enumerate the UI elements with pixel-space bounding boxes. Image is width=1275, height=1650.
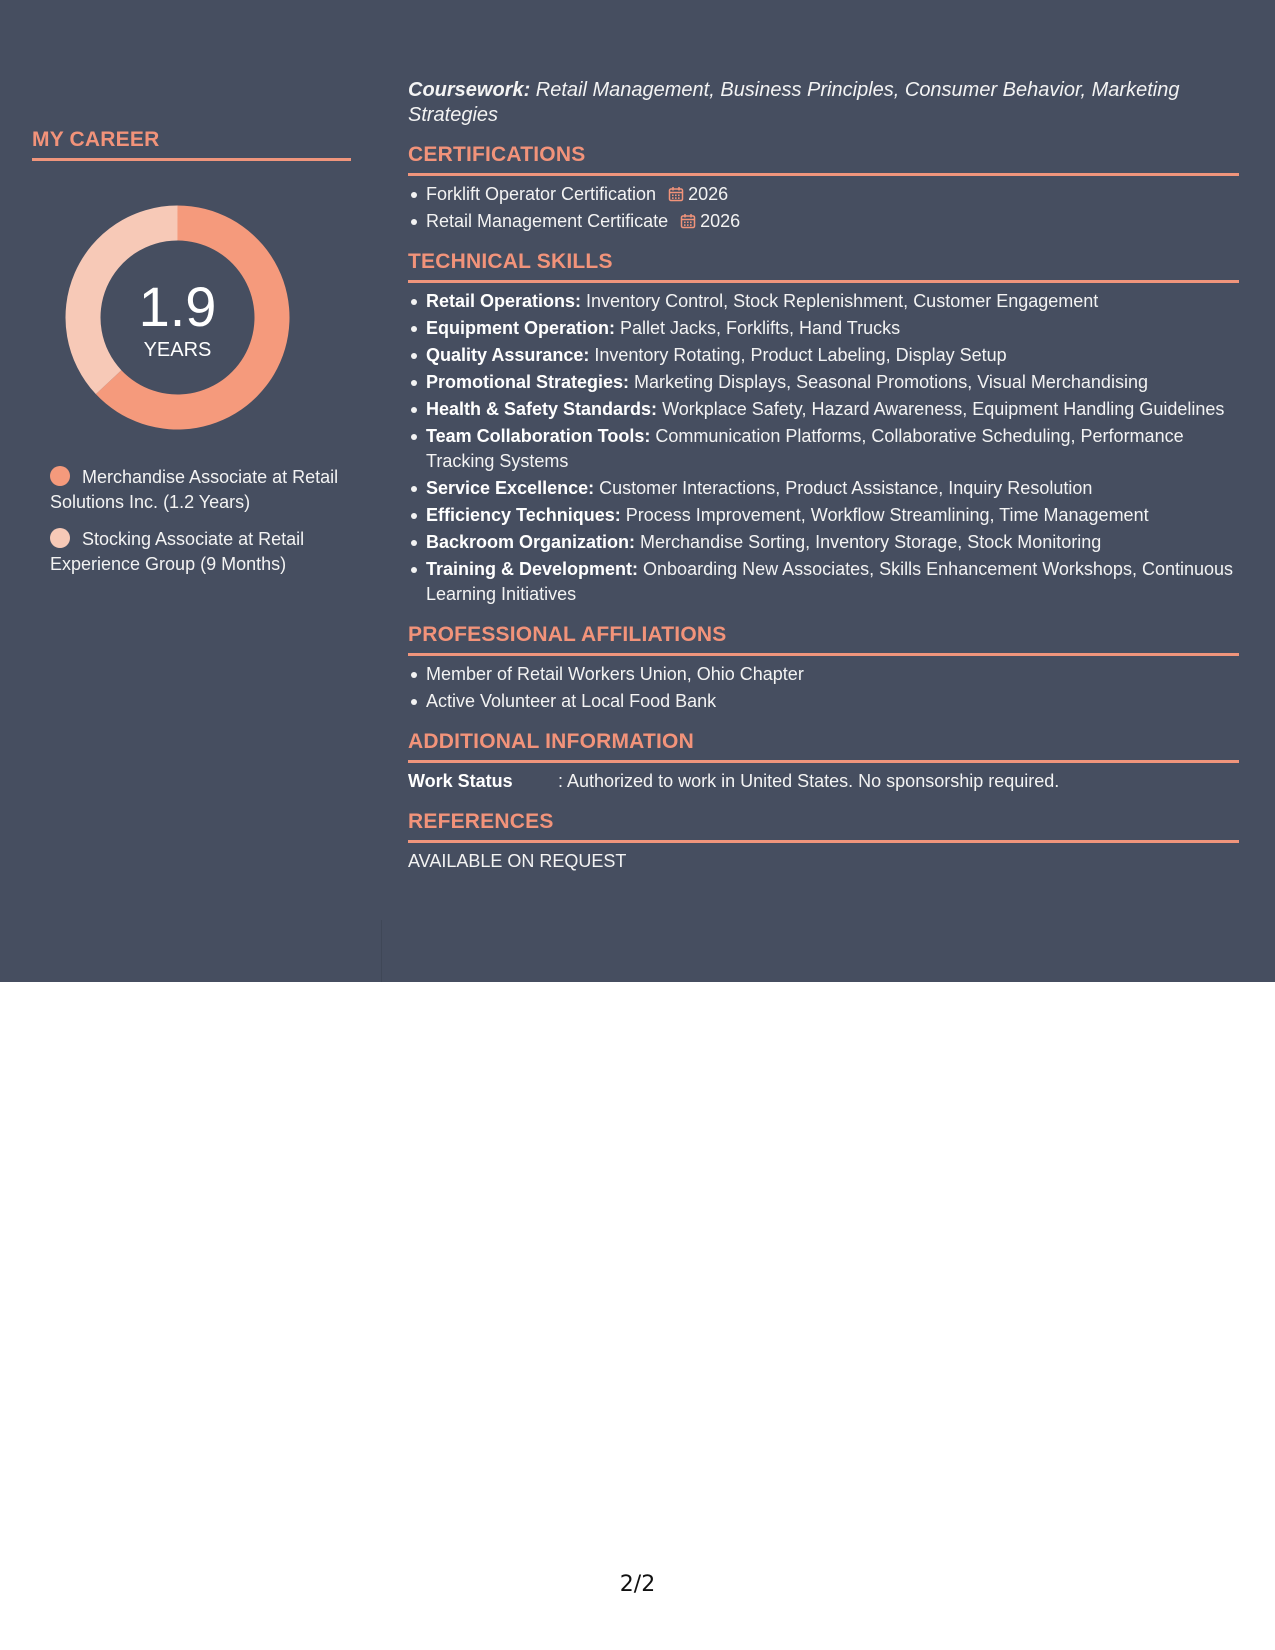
references-text: AVAILABLE ON REQUEST [408,851,627,871]
right-column [408,78,1239,890]
skill-item [426,424,1239,474]
career-donut-chart [65,205,290,430]
skill-item [426,289,1239,314]
skill-item [426,397,1239,422]
certification-item [426,209,1239,234]
references-rule [408,840,1239,843]
certifications-list [408,182,1239,234]
skill-item [426,343,1239,368]
legend-dot-icon [50,466,70,486]
additional-info-section [408,730,1239,794]
career-title-rule [32,158,351,161]
affiliations-section [408,623,1239,714]
coursework [408,78,1239,128]
skill-label: Team Collaboration Tools: [426,426,651,446]
references-title: REFERENCES [408,810,554,833]
work-status-value: : Authorized to work in United States. No sponsorship required. [558,771,1060,791]
skill-label: Service Excellence: [426,478,595,498]
technical-skills-list [408,289,1239,607]
affiliation-item: Member of Retail Workers Union, Ohio Chapter [426,662,1239,687]
work-status-key: Work Status [408,771,513,791]
certification-year: 2026 [688,184,729,204]
career-legend [50,465,340,589]
skill-label: Quality Assurance: [426,345,590,365]
technical-skills-rule [408,280,1239,283]
certifications-rule [408,173,1239,176]
additional-info-rule [408,760,1239,763]
references-section [408,810,1239,874]
skill-label: Retail Operations: [426,291,582,311]
career-role-text: Merchandise Associate at Retail Solutions Inc. (1.2 Years) [50,467,339,512]
additional-info-title: ADDITIONAL INFORMATION [408,730,694,753]
skill-text: Marketing Displays, Seasonal Promotions, Visual Merchandising [629,372,1148,392]
skill-item [426,476,1239,501]
skill-text: Merchandise Sorting, Inventory Storage, Stock Monitoring [635,532,1102,552]
skill-item [426,557,1239,607]
certification-item [426,182,1239,207]
certification-year: 2026 [700,211,741,231]
skill-item [426,503,1239,528]
certification-name: Forklift Operator Certification [426,184,657,204]
skill-text: Communication Platforms, Collaborative Scheduling, Performance Tracking Systems [426,426,1184,471]
donut-center [65,205,290,430]
certification-name: Retail Management Certificate [426,211,669,231]
skill-text: Inventory Control, Stock Replenishment, Customer Engagement [581,291,1099,311]
certifications-title: CERTIFICATIONS [408,143,586,166]
certifications-section [408,143,1239,234]
calendar-icon [668,186,684,202]
career-title: MY CAREER [32,128,160,151]
legend-dot-icon [50,528,70,548]
skill-label: Health & Safety Standards: [426,399,658,419]
skill-item [426,370,1239,395]
technical-skills-title: TECHNICAL SKILLS [408,250,613,273]
career-role-text: Stocking Associate at Retail Experience Group (9 Months) [50,529,305,574]
career-legend-item [50,527,340,577]
career-legend-item [50,465,340,515]
skill-text: Process Improvement, Workflow Streamlining, Time Management [620,505,1149,525]
page-number: 2/2 [619,1572,656,1597]
affiliations-title: PROFESSIONAL AFFILIATIONS [408,623,727,646]
affiliation-item: Active Volunteer at Local Food Bank [426,689,1239,714]
coursework-text: Retail Management, Business Principles, Consumer Behavior, Marketing Strategies [408,79,1180,126]
skill-label: Equipment Operation: [426,318,615,338]
skill-label: Promotional Strategies: [426,372,630,392]
skill-text: Onboarding New Associates, Skills Enhancement Workshops, Continuous Learning Initiatives [426,559,1234,604]
work-status-row [408,769,1239,794]
skill-text: Customer Interactions, Product Assistance, Inquiry Resolution [594,478,1093,498]
skill-text: Pallet Jacks, Forklifts, Hand Trucks [615,318,901,338]
skill-text: Inventory Rotating, Product Labeling, Display Setup [589,345,1007,365]
coursework-label: Coursework: [408,79,531,101]
skill-text: Workplace Safety, Hazard Awareness, Equipment Handling Guidelines [657,399,1225,419]
skill-label: Efficiency Techniques: [426,505,621,525]
skill-label: Backroom Organization: [426,532,636,552]
skill-label: Training & Development: [426,559,639,579]
career-years-unit: YEARS [143,339,212,361]
calendar-icon [680,213,696,229]
column-divider [381,920,382,982]
affiliations-list [408,662,1239,714]
skill-item [426,530,1239,555]
affiliations-rule [408,653,1239,656]
technical-skills-section [408,250,1239,607]
career-total-years: 1.9 [138,275,217,338]
skill-item [426,316,1239,341]
